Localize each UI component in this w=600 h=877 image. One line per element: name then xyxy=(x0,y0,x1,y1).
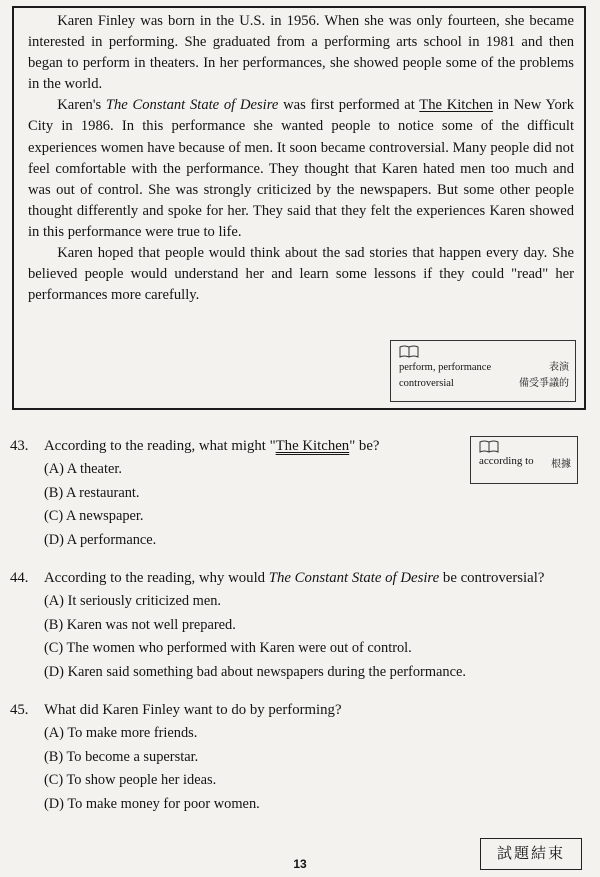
reading-passage xyxy=(12,6,586,410)
option-c: (C) To show people her ideas. xyxy=(44,772,217,788)
performance-title: The Constant State of Desire xyxy=(105,97,279,114)
option-b: (B) To become a superstar. xyxy=(44,748,199,765)
option-d: (D) A performance. xyxy=(44,531,157,548)
option-c: (C) The women who performed with Karen were out of control. xyxy=(44,640,412,656)
kitchen-underlined: The Kitchen xyxy=(419,97,493,114)
question-number: 44. xyxy=(10,570,29,586)
glossary-row-controversial xyxy=(399,376,569,392)
p2-text-a: Karen's xyxy=(57,97,106,114)
option-b: (B) A restaurant. xyxy=(44,484,140,501)
passage-paragraph-3: Karen hoped that people would think about the sad stories that happen every day. She believed people would understand her and learn some lessons if they could "read" her performances more carefully. xyxy=(28,245,574,304)
open-book-icon xyxy=(399,345,419,358)
open-book-icon xyxy=(479,440,499,453)
passage-paragraph-2 xyxy=(28,95,574,243)
question-43 xyxy=(10,434,379,552)
passage-paragraph-1: Karen Finley was born in the U.S. in 1956. When she was only fourteen, she became interested in performing. She graduated from a performing arts school in 1981 and then began to perform in theaters. In her performances, she showed people some of the problems in the world. xyxy=(28,13,574,93)
vocabulary-note xyxy=(470,436,578,484)
question-stem: According to the reading, what might "The Kitchen" be? xyxy=(44,438,380,454)
performance-title: The Constant State of Desire xyxy=(268,570,440,586)
option-a: (A) It seriously criticized men. xyxy=(44,593,222,609)
glossary-translation: 備受爭議的 xyxy=(519,378,569,389)
question-number: 43. xyxy=(10,438,29,454)
option-d: (D) To make money for poor women. xyxy=(44,795,260,812)
question-number: 45. xyxy=(10,702,29,718)
note-translation: 根據 xyxy=(551,459,571,470)
option-a: (A) A theater. xyxy=(44,461,122,477)
glossary-translation: 表演 xyxy=(549,362,569,373)
option-b: (B) Karen was not well prepared. xyxy=(44,616,236,633)
question-45 xyxy=(10,698,342,816)
note-term: according to xyxy=(479,455,534,467)
option-c: (C) A newspaper. xyxy=(44,508,144,524)
p2-text-c: in New York City in 1986. In this performance she wanted people to notice some of the difficult experiences women have because of men. It soon became controversial. Many people did not feel comfortable with the performance. They thought that Karen hated men too much and was out of control. She was strongly criticized by the newspapers. But some other people thought differently and spoke for her. They said that they felt the experiences Karen showed in this performance were true to life. xyxy=(28,97,575,240)
option-a: (A) To make more friends. xyxy=(44,725,198,741)
end-of-test-label: 試題結束 xyxy=(480,838,582,870)
glossary-row-perform xyxy=(399,360,569,376)
vocabulary-glossary xyxy=(390,340,576,402)
p2-text-b: was first performed at xyxy=(278,97,420,114)
option-d: (D) Karen said something bad about newspapers during the performance. xyxy=(44,663,466,680)
question-stem: What did Karen Finley want to do by performing? xyxy=(44,702,342,718)
question-stem: According to the reading, why would The Constant State of Desire be controversial? xyxy=(44,570,545,586)
glossary-term: controversial xyxy=(399,378,454,389)
kitchen-double-underlined: The Kitchen xyxy=(275,438,350,454)
question-44 xyxy=(10,566,544,684)
page-number: 13 xyxy=(293,857,307,871)
glossary-term: perform, performance xyxy=(399,362,492,373)
